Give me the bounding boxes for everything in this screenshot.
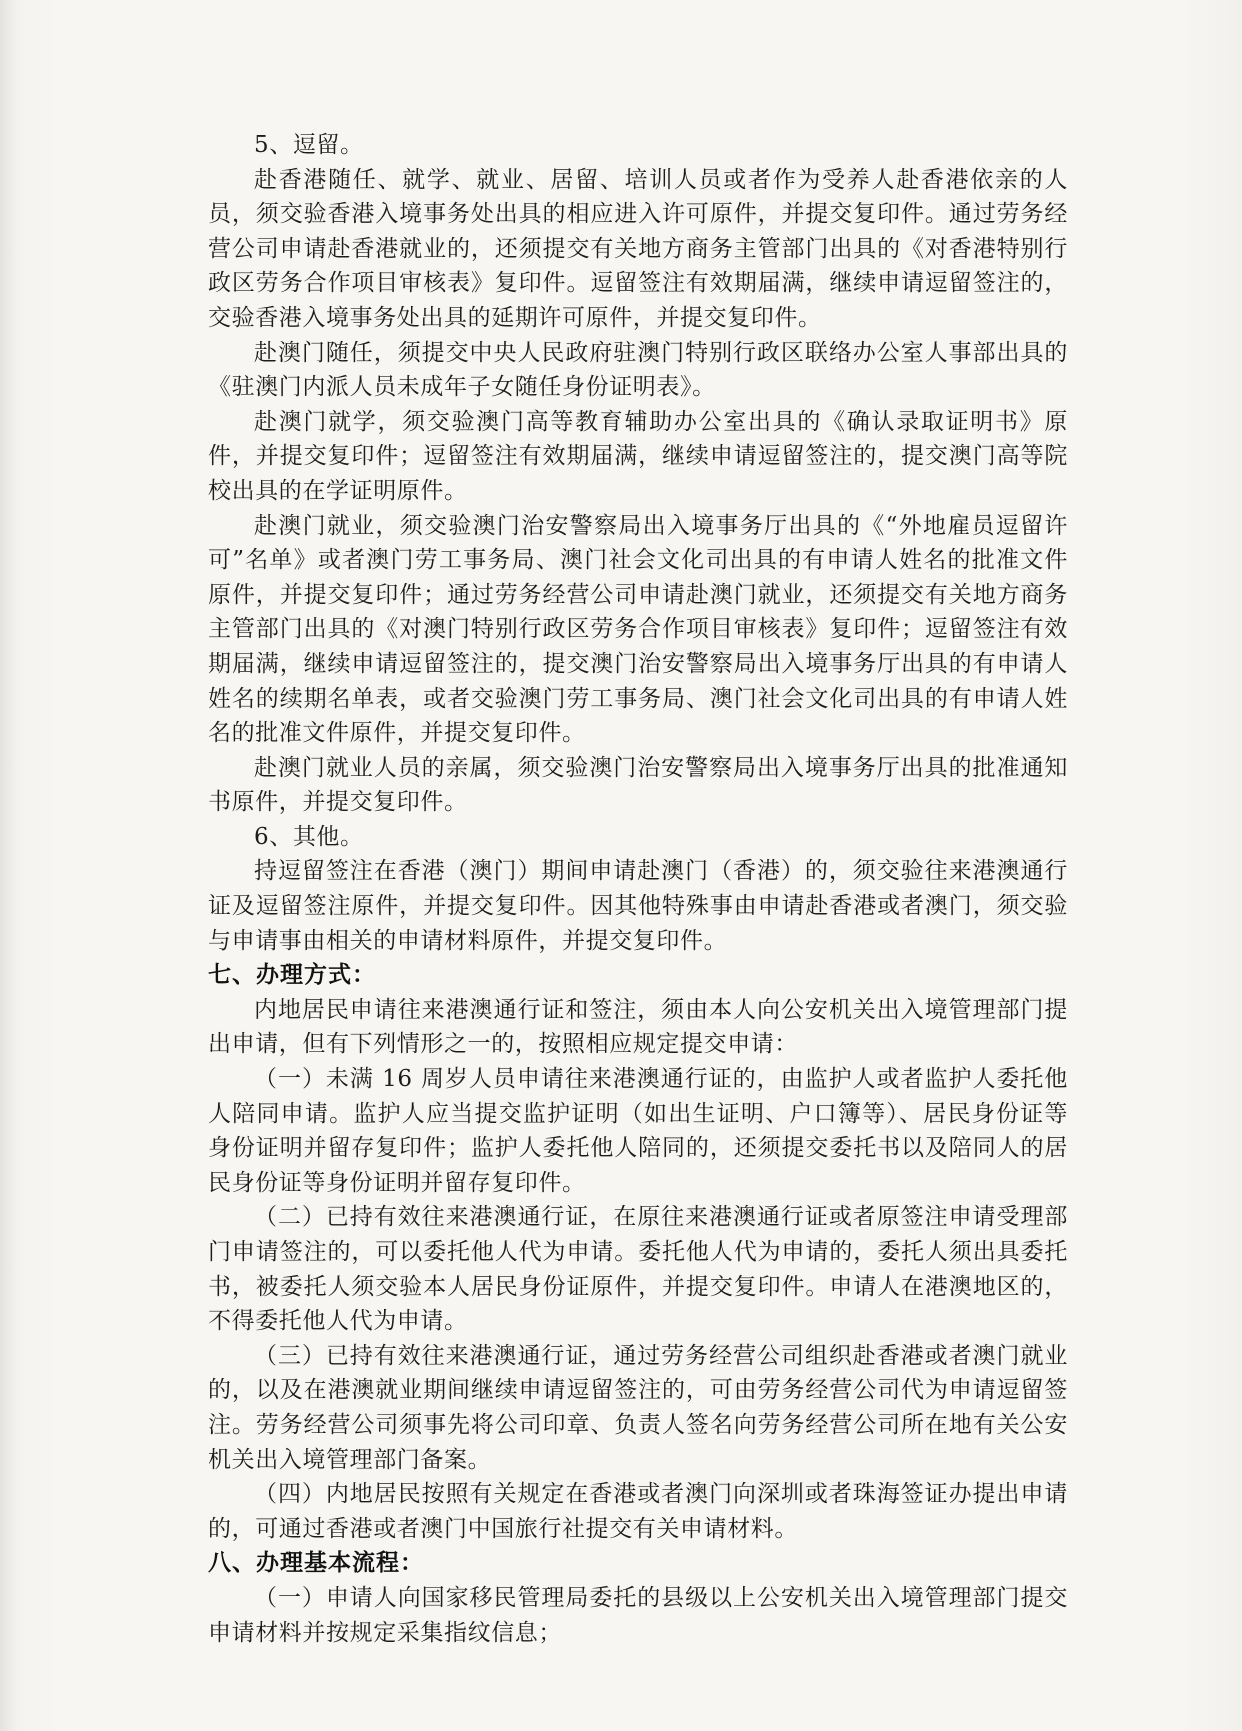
document-body: [208, 128, 1068, 1650]
paragraph-method-item-4: （四）内地居民按照有关规定在香港或者澳门向深圳或者珠海签证办提出申请的，可通过香港或者澳门中国旅行社提交有关申请材料。: [208, 1481, 1068, 1542]
paragraph-process-item-1: （一）申请人向国家移民管理局委托的县级以上公安机关出入境管理部门提交申请材料并按规定采集指纹信息；: [208, 1584, 1068, 1646]
paragraph-macau-accompany: 赴澳门随任，须提交中央人民政府驻澳门特别行政区联络办公室人事部出具的《驻澳门内派人员未成年子女随任身份证明表》。: [208, 339, 1068, 401]
paragraph-other: 持逗留签注在香港（澳门）期间申请赴澳门（香港）的，须交验往来港澳通行证及逗留签注原件，并提交复印件。因其他特殊事由申请赴香港或者澳门，须交验与申请事由相关的申请材料原件，并提交复印件。: [208, 858, 1068, 954]
paragraph-method-item-3: （三）已持有效往来港澳通行证，通过劳务经营公司组织赴香港或者澳门就业的，以及在港澳就业期间继续申请逗留签注的，可由劳务经营公司代为申请逗留签注。劳务经营公司须事先将公司印章、负责人签名向劳务经营公司所在地有关公安机关出入境管理部门备案。: [208, 1342, 1068, 1473]
paragraph-macau-study: 赴澳门就学，须交验澳门高等教育辅助办公室出具的《确认录取证明书》原件，并提交复印件；逗留签注有效期届满，继续申请逗留签注的，提交澳门高等院校出具的在学证明原件。: [208, 408, 1068, 504]
paragraph-macau-employment: 赴澳门就业，须交验澳门治安警察局出入境事务厅出具的《“外地雇员逗留许可”名单》或者澳门劳工事务局、澳门社会文化司出具的有申请人姓名的批准文件原件，并提交复印件；通过劳务经营公司申请赴澳门就业，还须提交有关地方商务主管部门出具的《对澳门特别行政区劳务合作项目审核表》复印件；逗留签注有效期届满，继续申请逗留签注的，提交澳门治安警察局出入境事务厅出具的有申请人姓名的续期名单表，或者交验澳门劳工事务局、澳门社会文化司出具的有申请人姓名的批准文件原件，并提交复印件。: [208, 512, 1068, 747]
subsection-heading-stay: 5、逗留。: [254, 132, 364, 158]
paragraph-method-item-2: （二）已持有效往来港澳通行证，在原往来港澳通行证或者原签注申请受理部门申请签注的，可以委托他人代为申请。委托他人代为申请的，委托人须出具委托书，被委托人须交验本人居民身份证原件，并提交复印件。申请人在港澳地区的，不得委托他人代为申请。: [208, 1204, 1068, 1335]
section-heading-method: 七、办理方式：: [208, 962, 376, 989]
section-heading-process: 八、办理基本流程：: [208, 1550, 424, 1577]
paragraph-method-intro: 内地居民申请往来港澳通行证和签注，须由本人向公安机关出入境管理部门提出申请，但有下列情形之一的，按照相应规定提交申请：: [208, 996, 1068, 1058]
paragraph-macau-relatives: 赴澳门就业人员的亲属，须交验澳门治安警察局出入境事务厅出具的批准通知书原件，并提交复印件。: [208, 754, 1068, 816]
paragraph-method-item-1: （一）未满 16 周岁人员申请往来港澳通行证的，由监护人或者监护人委托他人陪同申请。监护人应当提交监护证明（如出生证明、户口簿等）、居民身份证等身份证明并留存复印件；监护人委托他人陪同的，还须提交委托书以及陪同人的居民身份证等身份证明并留存复印件。: [208, 1066, 1068, 1196]
subsection-heading-other: 6、其他。: [254, 823, 364, 850]
paragraph-hongkong-stay: 赴香港随任、就学、就业、居留、培训人员或者作为受养人赴香港依亲的人员，须交验香港入境事务处出具的相应进入许可原件，并提交复印件。通过劳务经营公司申请赴香港就业的，还须提交有关地方商务主管部门出具的《对香港特别行政区劳务合作项目审核表》复印件。逗留签注有效期届满，继续申请逗留签注的，交验香港入境事务处出具的延期许可原件，并提交复印件。: [208, 166, 1068, 331]
